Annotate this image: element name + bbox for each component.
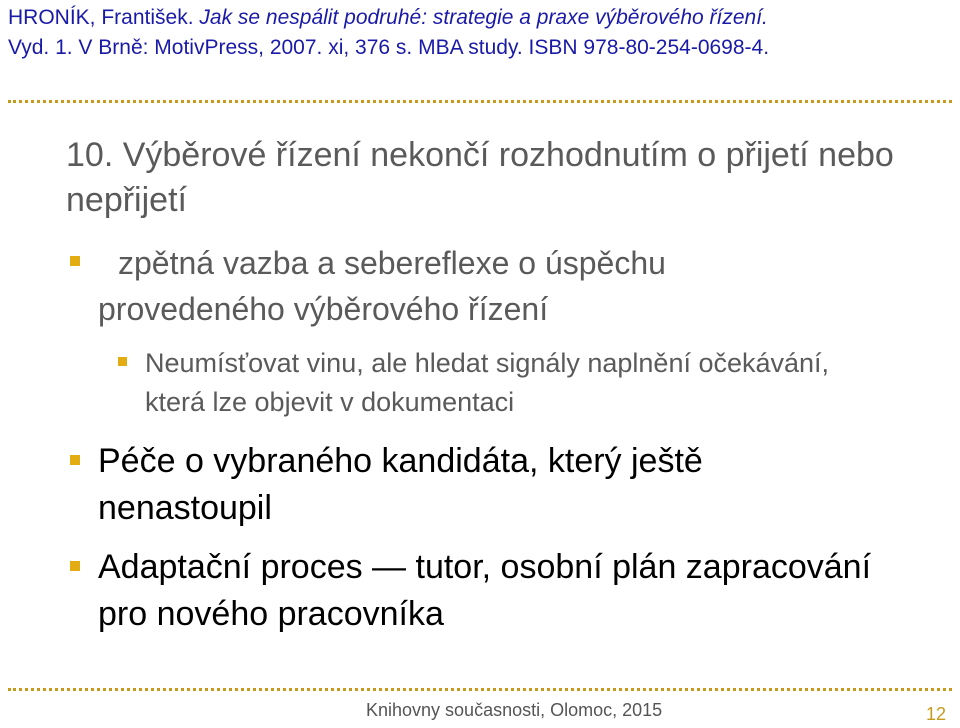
bullet-item-2: Péče o vybraného kandidáta, který ještě nenastoupil	[98, 442, 703, 527]
citation-line-1	[8, 3, 958, 33]
bullet-square-icon	[70, 256, 80, 266]
citation-author: HRONÍK, František.	[8, 6, 194, 29]
sub-bullet-item-1: Neumísťovat vinu, ale hledat signály naplnění očekávání, která lze objevit v dokumentaci	[145, 348, 830, 417]
page-number: 12	[926, 704, 947, 724]
citation-line-2: Vyd. 1. V Brně: MotivPress, 2007. xi, 376 s. MBA study. ISBN 978-80-254-0698-4.	[8, 36, 770, 59]
bottom-divider	[8, 688, 952, 691]
citation-block	[8, 3, 958, 63]
top-divider	[8, 100, 952, 103]
sub-bullet-square-icon	[118, 357, 127, 366]
bullet-item-3: Adaptační proces — tutor, osobní plán zapracování pro nového pracovníka	[98, 548, 872, 633]
citation-title: Jak se nespálit podruhé: strategie a praxe výběrového řízení.	[199, 6, 768, 29]
footer-text: Knihovny současnosti, Olomoc, 2015	[366, 700, 663, 720]
slide-title: 10. Výběrové řízení nekončí rozhodnutím o přijetí nebo nepřijetí	[66, 136, 894, 219]
bullet-square-icon	[70, 561, 80, 571]
bullet-square-icon	[70, 455, 80, 465]
bullet-item-1: zpětná vazba a sebereflexe o úspěchu provedeného výběrového řízení	[98, 245, 666, 327]
